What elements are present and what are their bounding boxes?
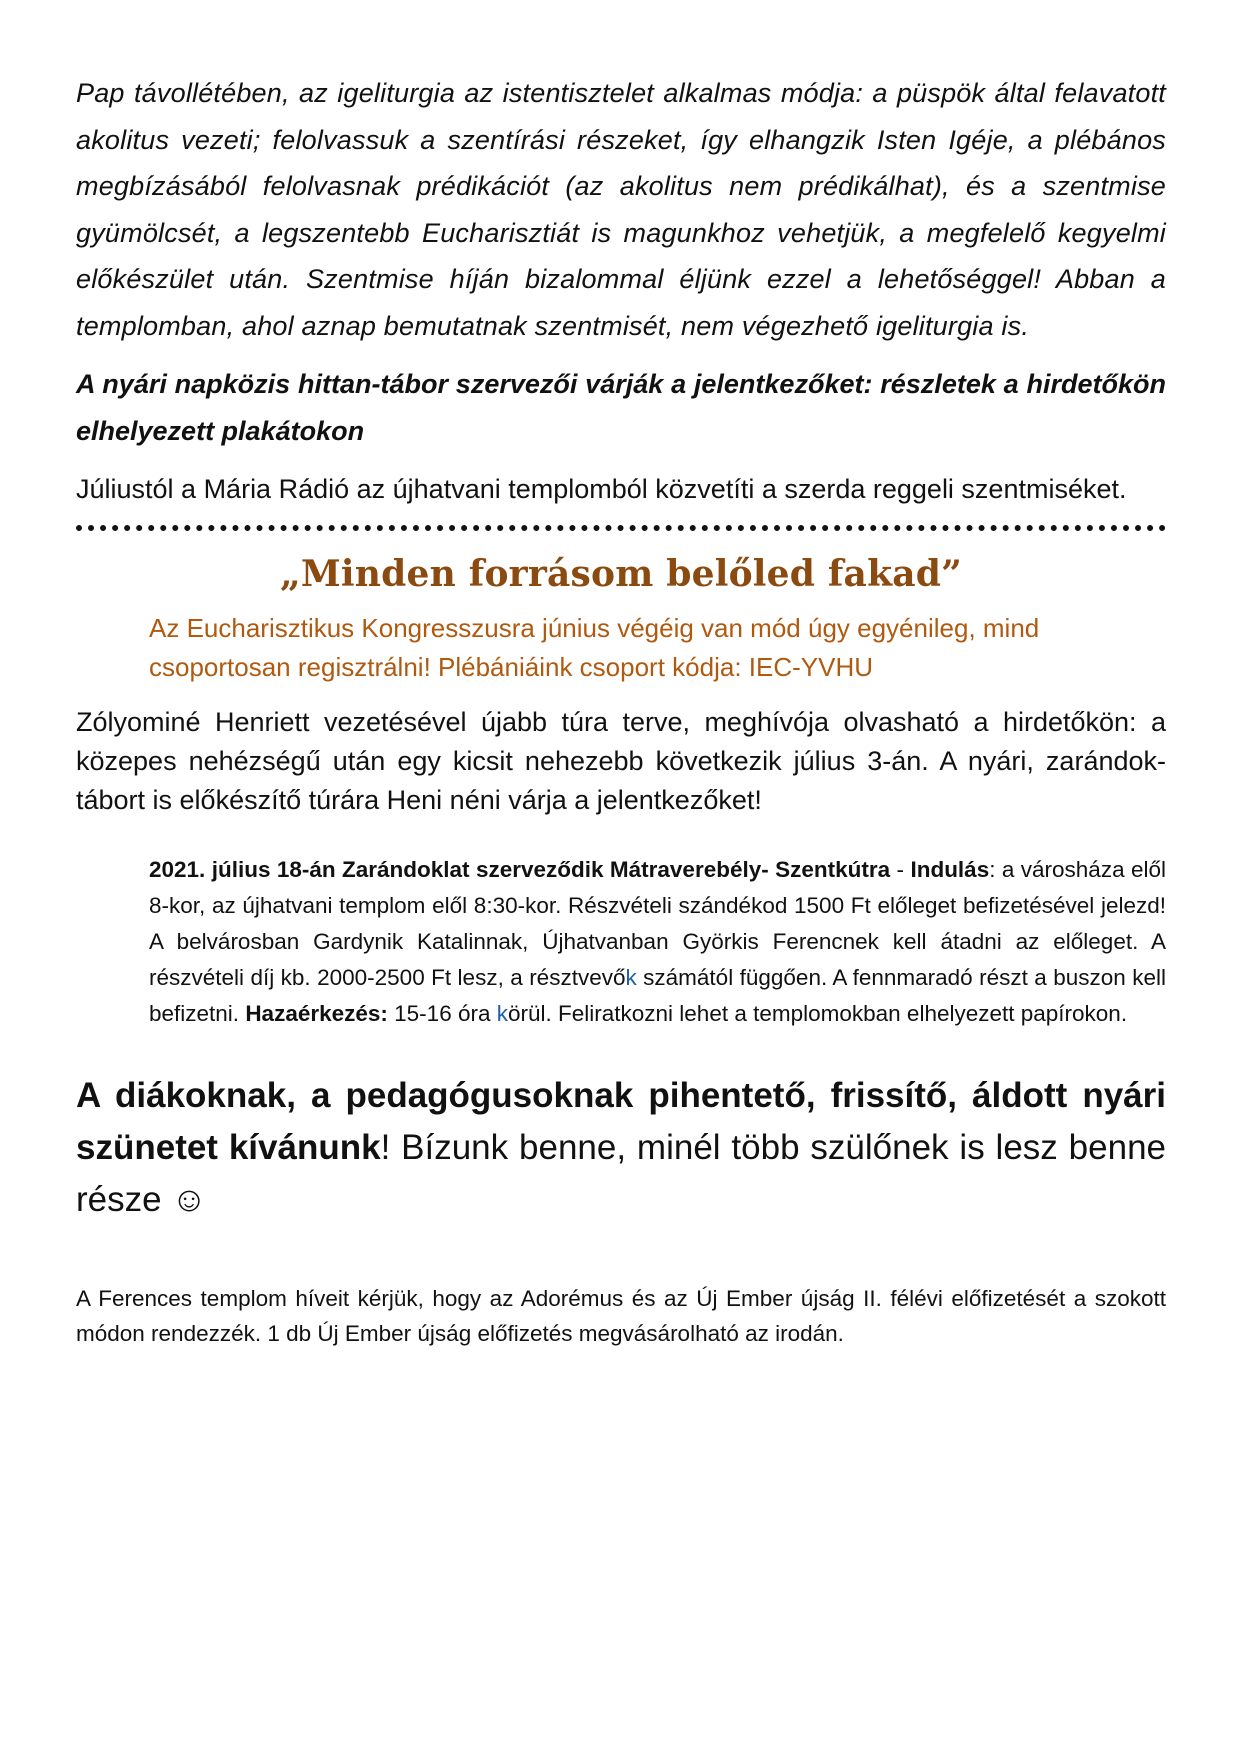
pilgrimage-text-3: 15-16 óra: [387, 1000, 497, 1026]
camp-notice: A nyári napközis hittan-tábor szervezői várják a jelentkezőket: részletek a hirdetőkön elhelyezett plakátokon: [76, 369, 1166, 446]
highlighted-letter: k: [625, 964, 637, 990]
departure-separator: -: [890, 856, 911, 882]
section-headline: „Minden forrásom belőled fakad”: [279, 552, 963, 595]
pilgrimage-notice: [149, 852, 1166, 1032]
franciscan-notice: A Ferences templom híveit kérjük, hogy az Adorémus és az Új Ember újság II. félévi előfizetését a szokott módon rendezzék. 1 db Új Ember újság előfizetés megvásárolható az irodán.: [76, 1285, 1166, 1346]
arrival-label: Hazaérkezés:: [245, 1000, 388, 1026]
bulletin-page: [76, 70, 1166, 1351]
holiday-wishes: [76, 1070, 1166, 1226]
hike-notice: Zólyominé Henriett vezetésével újabb túra terve, meghívója olvasható a hirdetőkön: a közepes nehézségű után egy kicsit nehezebb következik július 3-án. A nyári, zarándok-tábort is előkészítő túrára Heni néni várja a jelentkezőket!: [76, 706, 1166, 815]
wishes-bold: A diákoknak, a pedagógusoknak pihentető, frissítő, áldott nyári szünetet kívánunk: [76, 1075, 1166, 1167]
liturgy-paragraph: Pap távollétében, az igeliturgia az istentisztelet alkalmas módja: a püspök által felavatott akolitus vezeti; felolvassuk a szentírási részeket, így elhangzik Isten Igéje, a plébános megbízásából felolvasnak prédikációt (az akolitus nem prédikálhat), és a szentmise gyümölcsét, a legszentebb Eucharisztiát is magunkhoz vehetjük, a megfelelő kegyelmi előkészület után. Szentmise híján bizalommal éljünk ezzel a lehetőséggel! Abban a templomban, ahol aznap bemutatnak szentmisét, nem végezhető igeliturgia is.: [76, 78, 1166, 341]
departure-label: Indulás: [910, 856, 990, 882]
pilgrimage-text-4: örül. Feliratkozni lehet a templomokban elhelyezett papírokon.: [507, 1000, 1128, 1026]
congress-notice: Az Eucharisztikus Kongresszusra június végéig van mód úgy egyénileg, mind csoportosan regisztrálni! Plébániáink csoport kódja: IEC-YVHU: [149, 612, 1040, 682]
pilgrimage-title: 2021. július 18-án Zarándoklat szerveződik Mátraverebély- Szentkútra: [149, 856, 891, 882]
dotted-divider: [76, 525, 1166, 531]
radio-notice: Júliustól a Mária Rádió az újhatvani templomból közvetíti a szerda reggeli szentmiséket.: [76, 474, 1127, 504]
pilgrimage-text-1: : a városháza elől 8-kor, az újhatvani templom elől 8:30-kor. Részvételi szándékod 1500 Ft előleget befizetésével jelezd! A belvárosban Gardynik Katalinnak, Újhatvanban Györkis Ferencnek kell átadni az előleget. A részvételi díj kb. 2000-2500 Ft lesz, a résztvevő: [149, 856, 1167, 990]
wishes-rest: ! Bízunk benne, minél több szülőnek is lesz benne része ☺: [76, 1127, 1166, 1219]
highlighted-letter: k: [496, 1000, 508, 1026]
pilgrimage-text-2: számától függően. A fennmaradó részt a buszon kell befizetni.: [149, 964, 1166, 1026]
